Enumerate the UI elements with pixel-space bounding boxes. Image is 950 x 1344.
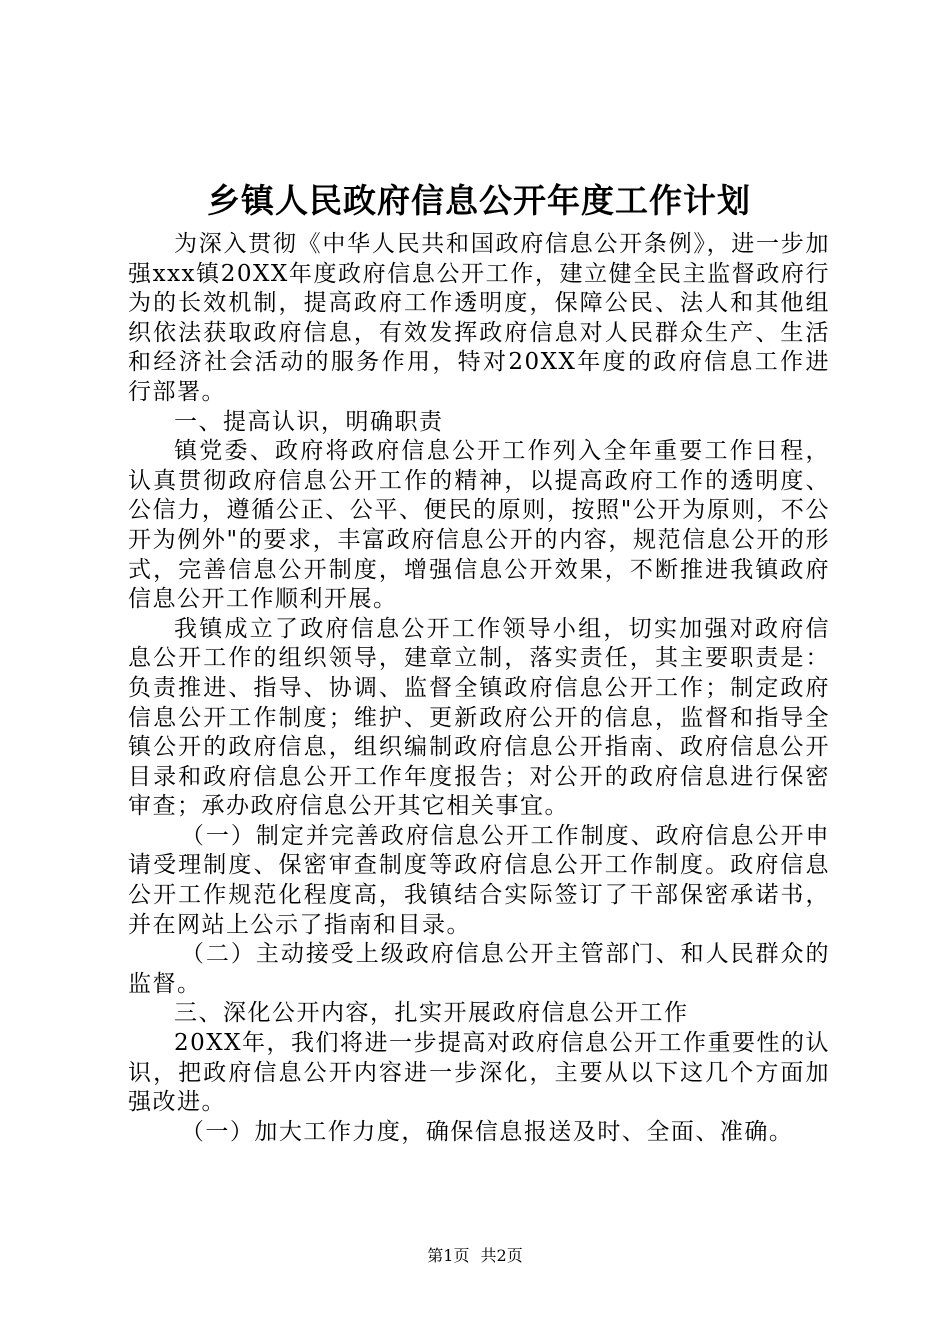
section-heading-1: 一、提高认识，明确职责 <box>174 408 444 435</box>
body-paragraph: 20XX年，我们将进一步提高对政府信息公开工作重要性的认识，把政府信息公开内容进一步深化，主要从以下这几个方面加强改进。 <box>128 1030 831 1116</box>
sub-item-paragraph: （一）加大工作力度，确保信息报送及时、全面、准确。 <box>180 1118 794 1145</box>
intro-paragraph: 为深入贯彻《中华人民共和国政府信息公开条例》，进一步加强xxx镇20XX年度政府信息公开工作，建立健全民主监督政府行为的长效机制，提高政府工作透明度，保障公民、法人和其他组织依法获取政府信息，有效发挥政府信息对人民群众生产、生活和经济社会活动的服务作用，特对20XX年度的政府信息工作进行部署。 <box>128 231 830 405</box>
sub-item-paragraph: （二）主动接受上级政府信息公开主管部门、和人民群众的监督。 <box>128 941 830 997</box>
page-footer <box>0 1246 950 1266</box>
body-paragraph: 镇党委、政府将政府信息公开工作列入全年重要工作日程，认真贯彻政府信息公开工作的精神，以提高政府工作的透明度、公信力，遵循公正、公平、便民的原则，按照"公开为原则，不公开为例外"的要求，丰富政府信息公开的内容，规范信息公开的形式，完善信息公开制度，增强信息公开效果，不断推进我镇政府信息公开工作顺利开展。 <box>128 438 830 613</box>
section-heading-3: 三、深化公开内容，扎实开展政府信息公开工作 <box>174 1000 689 1027</box>
document-page <box>128 178 830 1147</box>
page-total: 共2页 <box>480 1246 523 1265</box>
document-title: 乡镇人民政府信息公开年度工作计划 <box>207 181 751 220</box>
page-number: 第1页 <box>427 1246 470 1265</box>
body-paragraph: 我镇成立了政府信息公开工作领导小组，切实加强对政府信息公开工作的组织领导，建章立制，落实责任，其主要职责是：负责推进、指导、协调、监督全镇政府信息公开工作；制定政府信息公开工作制度；维护、更新政府公开的信息，监督和指导全镇公开的政府信息，组织编制政府信息公开指南、政府信息公开目录和政府信息公开工作年度报告；对公开的政府信息进行保密审查；承办政府信息公开其它相关事宜。 <box>128 615 830 820</box>
sub-item-paragraph: （一）制定并完善政府信息公开工作制度、政府信息公开申请受理制度、保密审查制度等政府信息公开工作制度。政府信息公开工作规范化程度高，我镇结合实际签订了干部保密承诺书，并在网站上公示了指南和目录。 <box>128 822 830 938</box>
